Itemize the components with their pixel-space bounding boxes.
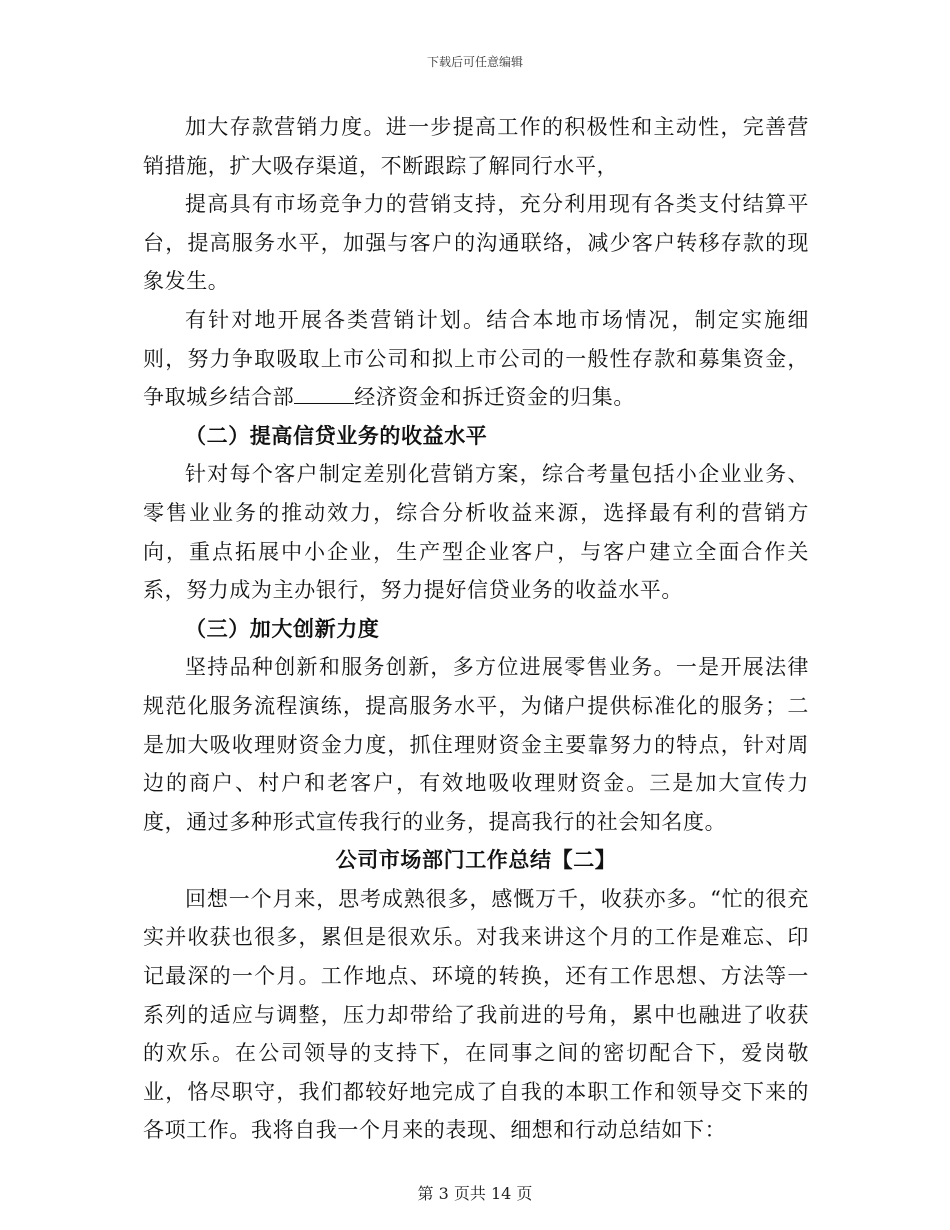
subheading-credit-income: （二）提高信贷业务的收益水平 bbox=[185, 422, 488, 448]
subheading-innovation: （三）加大创新力度 bbox=[185, 615, 380, 641]
paragraph-innovation: 坚持品种创新和服务创新，多方位进展零售业务。一是开展法律规范化服务流程演练，提高服务水平，为储户提供标准化的服务；二是加大吸收理财资金力度，抓住理财资金主要靠努力的特点，针对周边的商户、村户和老客户，有效地吸收理财资金。三是加大宣传力度，通过多种形式宣传我行的业务，提高我行的社会知名度。 bbox=[143, 655, 809, 834]
paragraph-marketing-plan-part1: 有针对地开展各类营销计划。结合本地市场情况，制定实施细则，努力争取吸取上市公司和拟上市公司的一般性存款和募集资金，争取城乡结合部 bbox=[143, 307, 809, 410]
paragraph-marketing-plan-part2: 经济资金和拆迁资金的归集。 bbox=[354, 385, 636, 410]
paragraph-marketing-plan bbox=[143, 301, 809, 417]
paragraph-credit-income: 针对每个客户制定差别化营销方案，综合考量包括小企业业务、零售业业务的推动效力，综合分析收益来源，选择最有利的营销方向，重点拓展中小企业，生产型企业客户，与客户建立全面合作关系，努力成为主办银行，努力提好信贷业务的收益水平。 bbox=[143, 462, 809, 603]
paragraph-marketing-support: 提高具有市场竞争力的营销支持，充分利用现有各类支付结算平台，提高服务水平，加强与客户的沟通联络，减少客户转移存款的现象发生。 bbox=[143, 192, 809, 294]
page-number-footer: 第 3 页共 14 页 bbox=[417, 1184, 533, 1203]
paragraph-summary: 回想一个月来，思考成熟很多，感慨万千，收获亦多。“忙的很充实并收获也很多，累但是很欢乐。对我来讲这个月的工作是难忘、印记最深的一个月。工作地点、环境的转换，还有工作思想、方法等一系列的适应与调整，压力却带给了我前进的号角，累中也融进了收获的欢乐。在公司领导的支持下，在同事之间的密切配合下，爱岗敬业，恪尽职守，我们都较好地完成了自我的本职工作和领导交下来的各项工作。我将自我一个月来的表现、细想和行动总结如下： bbox=[143, 886, 809, 1143]
document-body bbox=[143, 108, 809, 1150]
paragraph-deposit-marketing: 加大存款营销力度。进一步提高工作的积极性和主动性，完善营销措施，扩大吸存渠道，不断跟踪了解同行水平， bbox=[143, 115, 809, 178]
section-title: 公司市场部门工作总结【二】 bbox=[335, 847, 617, 873]
page-header: 下载后可任意编辑 bbox=[426, 55, 523, 69]
fill-in-blank bbox=[294, 383, 354, 404]
